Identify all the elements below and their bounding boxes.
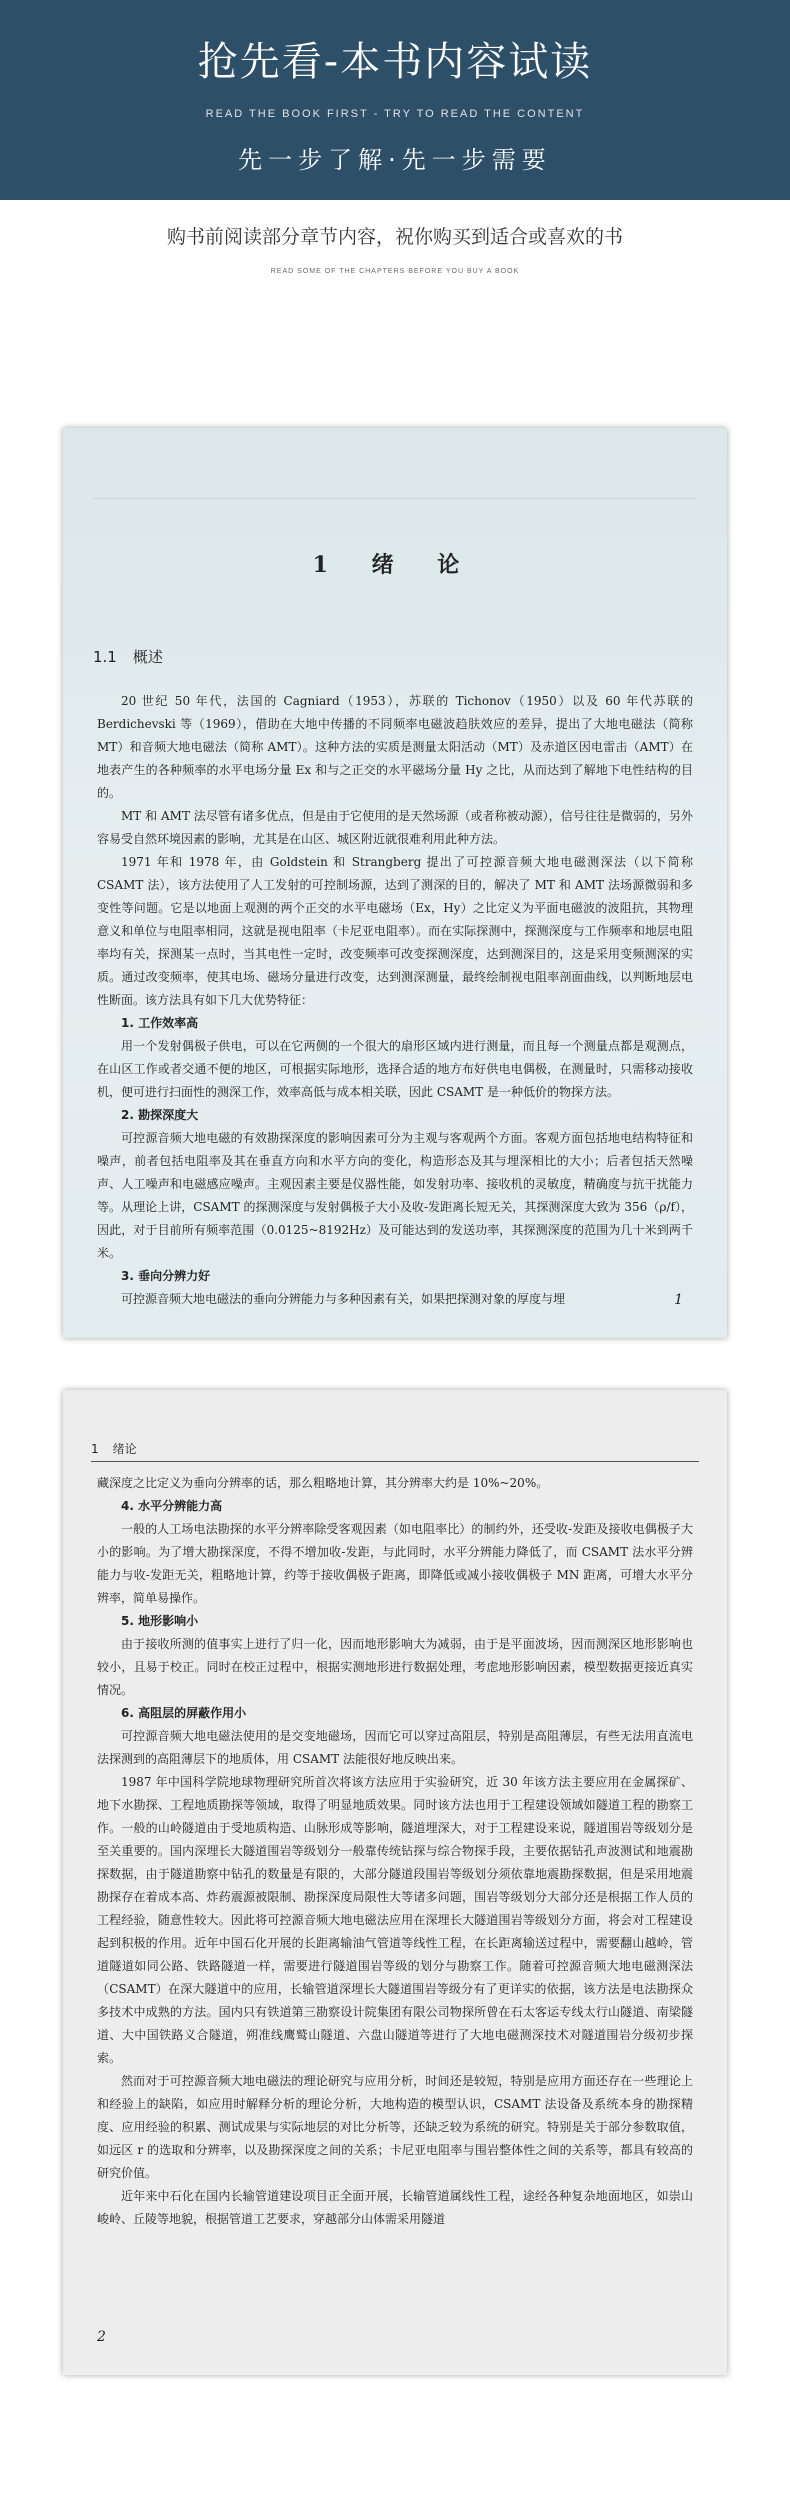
subheading: 3. 垂向分辨力好 [121, 1269, 211, 1283]
paragraph: 可控源音频大地电磁的有效勘探深度的影响因素可分为主观与客观两个方面。客观方面包括地电结构特征和噪声，前者包括电阻率及其在垂直方向和水平方向的变化，构造形态及其与埋深相比的大小；后者包括天然噪声、人工噪声和电磁感应噪声。主观因素主要是仪器性能，如发射功率、接收机的灵敏度，精确度与抗干扰能力等。从理论上讲，CSAMT 的探测深度与发射偶极子大小及收-发距离长短无关，其探测深度大致为 356（ρ/f），因此，对于目前所有频率范围（0.0125~8192Hz）及可能达到的发送功率，其探测深度的范围为几十米到两千米。 [97, 1131, 693, 1260]
subheading: 6. 高阻层的屏蔽作用小 [121, 1706, 247, 1720]
paragraph: 近年来中石化在国内长输管道建设项目正全面开展，长输管道属线性工程，途经各种复杂地面地区，如崇山峻岭、丘陵等地貌，根据管道工艺要求，穿越部分山体需采用隧道 [97, 2189, 693, 2226]
intro-text: 购书前阅读部分章节内容，祝你购买到适合或喜欢的书 [166, 226, 623, 248]
banner-slogan: 先一步了解·先一步需要 [238, 146, 552, 174]
section-number: 1.1 [93, 648, 117, 666]
page-number: 1 [674, 1292, 683, 1308]
paragraph: 20 世纪 50 年代，法国的 Cagniard（1953），苏联的 Tichonov（1950）以及 60 年代苏联的 Berdichevski 等（1969），借助在大地中传播的不同频率电磁波趋肤效应的差异，提出了大地电磁法（简称 MT）和音频大地电磁法（简称 AMT）。这种方法的实质是测量太阳活动（MT）及赤道区因电雷击（AMT）在地表产生的各种频率的水平电场分量 Ex 和与之正交的水平磁场分量 Hy 之比，从而达到了解地下电性结构的目的。 [97, 694, 693, 800]
paragraph: 可控源音频大地电磁法的垂向分辨能力与多种因素有关，如果把探测对象的厚度与埋 [121, 1292, 566, 1306]
header-chapter-number: 1 [91, 1442, 99, 1456]
running-header [91, 1440, 699, 1462]
intro-text-en: READ SOME OF THE CHAPTERS BEFORE YOU BUY A BOOK [270, 268, 520, 275]
paragraph: 1987 年中国科学院地球物理研究所首次将该方法应用于实验研究，近 30 年该方法主要应用在金属探矿、地下水勘探、工程地质勘探等领域，取得了明显地质效果。同时该方法也用于工程建设领域如隧道工程的勘察工作。一般的山岭隧道由于受地质构造、山脉形成等影响，隧道埋深大，对于工程建设来说，隧道围岩等级划分是至关重要的。国内深埋长大隧道围岩等级划分一般靠传统钻探与综合物探手段，主要依据钻孔声波测试和地震勘探数据，由于隧道勘察中钻孔的数量是有限的，大部分隧道段围岩等级划分须依靠地震勘探数据，但是采用地震勘探存在着成本高、炸药震源被限制、勘探深度局限性大等诸多问题，围岩等级划分大部分还是根据工作人员的工程经验，随意性较大。因此将可控源音频大地电磁法应用在深埋长大隧道围岩等级划分方面，将会对工程建设起到积极的作用。近年中国石化开展的长距离输油气管道等线性工程，在长距离输送过程中，需要翻山越岭，管道隧道如同公路、铁路隧道一样，需要进行隧道围岩等级的划分与勘察工作。随着可控源音频大地电磁测深法（CSAMT）在深大隧道中的应用，长输管道深埋长大隧道围岩等级分有了更详实的依据，该方法是电法勘探众多技术中成熟的方法。国内只有铁道第三勘察设计院集团有限公司物探所曾在石太客运专线太行山隧道、南梁隧道、大中国铁路义合隧道，朔准线鹰鹫山隧道、六盘山隧道等进行了大地电磁测深技术对隧道围岩分级初步探索。 [97, 1775, 693, 2065]
page2-body [97, 1472, 693, 2231]
paragraph: 一般的人工场电法勘探的水平分辨率除受客观因素（如电阻率比）的制约外，还受收-发距及接收电偶极子大小的影响。为了增大勘探深度，不得不增加收-发距，与此同时，水平分辨能力降低了，而 CSAMT 法水平分辨能力与收-发距无关，粗略地计算，约等于接收偶极子距离，即降低或减小接收偶极子 MN 距离，可增大水平分辨率，简单易操作。 [97, 1522, 693, 1605]
paragraph: 用一个发射偶极子供电，可以在它两侧的一个很大的扇形区域内进行测量，而且每一个测量点都是观测点，在山区工作或者交通不便的地区，可根据实际地形，选择合适的地方布好供电电偶极，在测量时，只需移动接收机，便可进行扫面性的测深工作，效率高低与成本相关联，因此 CSAMT 是一种低价的物探方法。 [97, 1039, 693, 1099]
paragraph: 然而对于可控源音频大地电磁法的理论研究与应用分析，时间还是较短，特别是应用方面还存在一些理论上和经验上的缺陷，如应用时解释分析的理论分析，大地构造的模型认识，CSAMT 法设备及系统本身的勘探精度、应用经验的积累、测试成果与实际地层的对比分析等，还缺乏较为系统的研究。特别是关于部分参数取值，如远区 r 的选取和分辨率，以及勘探深度之间的关系；卡尼亚电阻率与围岩整体性之间的关系等，都具有较高的研究价值。 [97, 2074, 693, 2180]
page-number: 2 [97, 2329, 106, 2345]
paragraph: MT 和 AMT 法尽管有诸多优点，但是由于它使用的是天然场源（或者称被动源），信号往往是微弱的，另外容易受自然环境因素的影响，尤其是在山区、城区附近就很难利用此种方法。 [97, 809, 693, 846]
banner-subtitle-en: READ THE BOOK FIRST - TRY TO READ THE CONTENT [205, 108, 585, 120]
paragraph: 由于接收所测的值事实上进行了归一化，因而地形影响大为减弱，由于是平面波场，因而测深区地形影响也较小，且易于校正。同时在校正过程中，根据实测地形进行数据处理，考虑地形影响因素，模型数据更接近真实情况。 [97, 1637, 693, 1697]
subheading: 5. 地形影响小 [121, 1614, 199, 1628]
book-page-2 [63, 1390, 727, 2375]
header-chapter-title: 绪论 [112, 1442, 137, 1456]
top-banner [0, 0, 790, 200]
page-header-line [93, 498, 697, 499]
subheading: 2. 勘探深度大 [121, 1108, 199, 1122]
banner-title: 抢先看-本书内容试读 [197, 39, 593, 85]
chapter-title: 1 绪 论 [312, 552, 478, 578]
subheading: 4. 水平分辨能力高 [121, 1499, 223, 1513]
paragraph: 藏深度之比定义为垂向分辨率的话，那么粗略地计算，其分辨率大约是 10%~20%。 [97, 1476, 549, 1490]
book-page-1 [63, 428, 727, 1338]
paragraph: 1971 年和 1978 年，由 Goldstein 和 Strangberg 提出了可控源音频大地电磁测深法（以下简称 CSAMT 法），该方法使用了人工发射的可控制场源，达到了测深的目的，解决了 MT 和 AMT 法场源微弱和多变性等问题。它是以地面上观测的两个正交的水平电磁场（Ex，Hy）之比定义为平面电磁波的波阻抗，其物理意义和单位与电阻率相同，这就是视电阻率（卡尼亚电阻率）。而在实际探测中，探测深度与工作频率和地层电阻率均有关，探测某一点时，当其电性一定时，改变频率可改变探测深度，达到测深目的，这是采用变频测深的实质。通过改变频率，使其电场、磁场分量进行改变，达到测深测量，最终绘制视电阻率剖面曲线，以判断地层电性断面。该方法具有如下几大优势特征： [97, 855, 693, 1007]
subheading: 1. 工作效率高 [121, 1016, 199, 1030]
section-title [93, 646, 163, 667]
paragraph: 可控源音频大地电磁法使用的是交变地磁场，因而它可以穿过高阻层，特别是高阻薄层，有些无法用直流电法探测到的高阻薄层下的地质体，用 CSAMT 法能很好地反映出来。 [97, 1729, 693, 1766]
section-name: 概述 [132, 648, 163, 666]
page1-body [97, 690, 693, 1311]
